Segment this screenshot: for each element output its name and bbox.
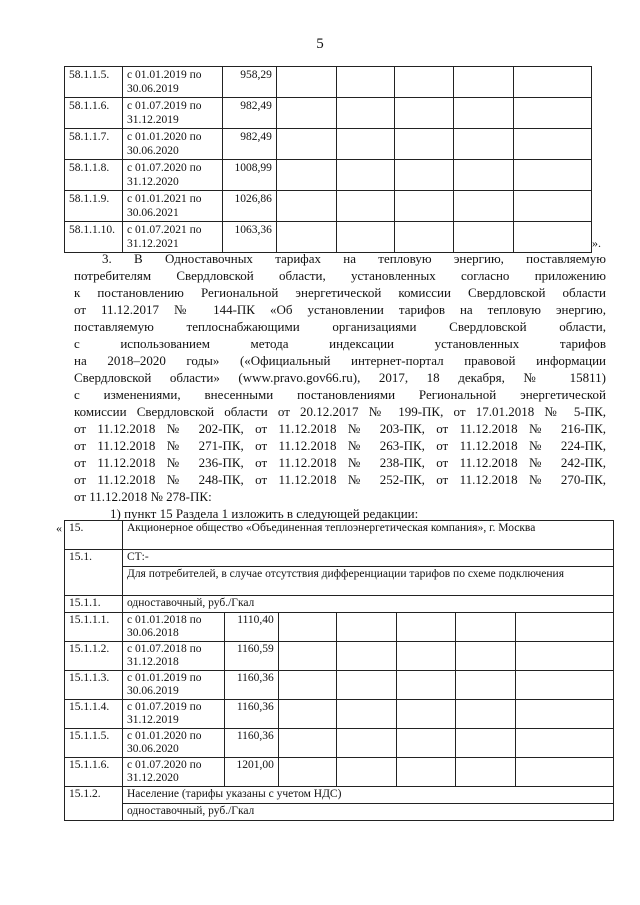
empty-cell bbox=[514, 129, 592, 160]
org-header-row bbox=[65, 521, 614, 550]
table-row bbox=[65, 729, 614, 758]
empty-cell bbox=[454, 160, 514, 191]
paragraph-line: Свердловской области» (www.pravo.gov66.ru), 2017, 18 декабря, № 15811) bbox=[74, 370, 606, 385]
empty-cell bbox=[394, 67, 454, 98]
period-cell: с 01.01.2018 по 30.06.2018 bbox=[122, 613, 224, 642]
period-cell: с 01.07.2020 по 31.12.2020 bbox=[122, 160, 222, 191]
empty-cell bbox=[394, 160, 454, 191]
table-row bbox=[65, 67, 592, 98]
value-cell: 1110,40 bbox=[224, 613, 278, 642]
empty-cell bbox=[514, 160, 592, 191]
row-code: 15. bbox=[65, 521, 123, 550]
row-code: 15.1. bbox=[65, 550, 123, 596]
paragraph-line: с использованием метода индексации установленных тарифов bbox=[74, 336, 606, 351]
empty-cell bbox=[336, 191, 394, 222]
empty-cell bbox=[394, 129, 454, 160]
empty-cell bbox=[276, 222, 336, 253]
empty-cell bbox=[456, 613, 516, 642]
empty-cell bbox=[396, 671, 456, 700]
closing-quote: ». bbox=[592, 236, 601, 250]
value-cell: 958,29 bbox=[222, 67, 276, 98]
empty-cell bbox=[454, 222, 514, 253]
period-cell: с 01.01.2021 по 30.06.2021 bbox=[122, 191, 222, 222]
empty-cell bbox=[276, 191, 336, 222]
empty-cell bbox=[336, 129, 394, 160]
row-code: 15.1.1. bbox=[65, 596, 123, 613]
period-cell: с 01.01.2019 по 30.06.2019 bbox=[122, 671, 224, 700]
row-code: 58.1.1.6. bbox=[65, 98, 123, 129]
period-cell: с 01.01.2019 по 30.06.2019 bbox=[122, 67, 222, 98]
table-row bbox=[65, 758, 614, 787]
empty-cell bbox=[394, 98, 454, 129]
paragraph-line: потребителям Свердловской области, установленных согласно приложению bbox=[74, 268, 606, 283]
row-code: 58.1.1.9. bbox=[65, 191, 123, 222]
empty-cell bbox=[278, 700, 336, 729]
empty-cell bbox=[516, 642, 614, 671]
row-code: 15.1.1.6. bbox=[65, 758, 123, 787]
paragraph-line: от 11.12.2018 № 202-ПК, от 11.12.2018 № 203-ПК, от 11.12.2018 № 216-ПК, bbox=[74, 421, 606, 436]
empty-cell bbox=[336, 160, 394, 191]
empty-cell bbox=[516, 671, 614, 700]
paragraph-line: от 11.12.2018 № 236-ПК, от 11.12.2018 № 238-ПК, от 11.12.2018 № 242-ПК, bbox=[74, 455, 606, 470]
paragraph-line: поставляемую теплоснабжающими организациями Свердловской области, bbox=[74, 319, 606, 334]
empty-cell bbox=[454, 191, 514, 222]
empty-cell bbox=[514, 67, 592, 98]
value-cell: 982,49 bbox=[222, 129, 276, 160]
table-row bbox=[65, 671, 614, 700]
empty-cell bbox=[336, 758, 396, 787]
value-cell: 1063,36 bbox=[222, 222, 276, 253]
table-row bbox=[65, 98, 592, 129]
empty-cell bbox=[456, 758, 516, 787]
value-cell: 982,49 bbox=[222, 98, 276, 129]
period-cell: с 01.07.2020 по 31.12.2020 bbox=[122, 758, 224, 787]
consumers-label: Для потребителей, в случае отсутствия дифференциации тарифов по схеме подключения bbox=[122, 567, 613, 596]
value-cell: 1160,59 bbox=[224, 642, 278, 671]
row-code: 15.1.2. bbox=[65, 787, 123, 821]
empty-cell bbox=[394, 191, 454, 222]
empty-cell bbox=[278, 671, 336, 700]
empty-cell bbox=[276, 129, 336, 160]
period-cell: с 01.01.2020 по 30.06.2020 bbox=[122, 729, 224, 758]
empty-cell bbox=[276, 67, 336, 98]
ct-label: СТ:- bbox=[122, 550, 613, 567]
tariff-table-continuation bbox=[64, 66, 592, 253]
table-row bbox=[65, 160, 592, 191]
paragraph-line: от 11.12.2017 № 144-ПК «Об установлении тарифов на тепловую энергию, bbox=[74, 302, 606, 317]
empty-cell bbox=[456, 729, 516, 758]
row-code: 15.1.1.5. bbox=[65, 729, 123, 758]
empty-cell bbox=[456, 700, 516, 729]
org-name: Акционерное общество «Объединенная теплоэнергетическая компания», г. Москва bbox=[122, 521, 613, 550]
population-row bbox=[65, 787, 614, 804]
value-cell: 1160,36 bbox=[224, 729, 278, 758]
row-code: 15.1.1.4. bbox=[65, 700, 123, 729]
population-label: Население (тарифы указаны с учетом НДС) bbox=[122, 787, 613, 804]
empty-cell bbox=[516, 613, 614, 642]
table-row bbox=[65, 700, 614, 729]
paragraph-line: с изменениями, внесенными постановлениями Региональной энергетической bbox=[74, 387, 606, 402]
empty-cell bbox=[396, 700, 456, 729]
paragraph-line: от 11.12.2018 № 271-ПК, от 11.12.2018 № 263-ПК, от 11.12.2018 № 224-ПК, bbox=[74, 438, 606, 453]
empty-cell bbox=[336, 67, 394, 98]
row-code: 15.1.1.2. bbox=[65, 642, 123, 671]
empty-cell bbox=[514, 191, 592, 222]
empty-cell bbox=[456, 671, 516, 700]
empty-cell bbox=[396, 642, 456, 671]
empty-cell bbox=[394, 222, 454, 253]
row-code: 15.1.1.3. bbox=[65, 671, 123, 700]
value-cell: 1201,00 bbox=[224, 758, 278, 787]
paragraph-line: от 11.12.2018 № 278-ПК: bbox=[74, 489, 212, 504]
empty-cell bbox=[396, 758, 456, 787]
period-cell: с 01.07.2018 по 31.12.2018 bbox=[122, 642, 224, 671]
period-cell: с 01.07.2019 по 31.12.2019 bbox=[122, 700, 224, 729]
table-row bbox=[65, 642, 614, 671]
table-row bbox=[65, 129, 592, 160]
empty-cell bbox=[516, 729, 614, 758]
ct-row bbox=[65, 550, 614, 567]
row-code: 15.1.1.1. bbox=[65, 613, 123, 642]
paragraph-3 bbox=[74, 250, 606, 505]
empty-cell bbox=[336, 671, 396, 700]
table-row bbox=[65, 613, 614, 642]
empty-cell bbox=[276, 98, 336, 129]
row-code: 58.1.1.8. bbox=[65, 160, 123, 191]
empty-cell bbox=[278, 642, 336, 671]
empty-cell bbox=[278, 613, 336, 642]
value-cell: 1160,36 bbox=[224, 700, 278, 729]
value-cell: 1026,86 bbox=[222, 191, 276, 222]
empty-cell bbox=[516, 758, 614, 787]
period-cell: с 01.07.2021 по 31.12.2021 bbox=[122, 222, 222, 253]
period-cell: с 01.01.2020 по 30.06.2020 bbox=[122, 129, 222, 160]
empty-cell bbox=[514, 98, 592, 129]
empty-cell bbox=[454, 98, 514, 129]
empty-cell bbox=[278, 758, 336, 787]
population-rate-label: одноставочный, руб./Гкал bbox=[122, 804, 613, 821]
empty-cell bbox=[396, 613, 456, 642]
empty-cell bbox=[278, 729, 336, 758]
consumers-row bbox=[65, 567, 614, 596]
paragraph-line: к постановлению Региональной энергетической комиссии Свердловской области bbox=[74, 285, 606, 300]
tariff-table-item-15 bbox=[64, 520, 614, 821]
opening-quote: « bbox=[56, 521, 62, 535]
empty-cell bbox=[336, 613, 396, 642]
row-code: 58.1.1.5. bbox=[65, 67, 123, 98]
subpoint-1-text: 1) пункт 15 Раздела 1 изложить в следующей редакции: bbox=[110, 506, 419, 521]
single-rate-row bbox=[65, 596, 614, 613]
paragraph-line: от 11.12.2018 № 248-ПК, от 11.12.2018 № 252-ПК, от 11.12.2018 № 270-ПК, bbox=[74, 472, 606, 487]
empty-cell bbox=[396, 729, 456, 758]
empty-cell bbox=[336, 729, 396, 758]
empty-cell bbox=[336, 222, 394, 253]
empty-cell bbox=[336, 98, 394, 129]
population-rate-row bbox=[65, 804, 614, 821]
paragraph-line: 3. В Одноставочных тарифах на тепловую энергию, поставляемую bbox=[102, 251, 606, 266]
single-rate-label: одноставочный, руб./Гкал bbox=[122, 596, 613, 613]
period-cell: с 01.07.2019 по 31.12.2019 bbox=[122, 98, 222, 129]
empty-cell bbox=[336, 700, 396, 729]
table-row bbox=[65, 222, 592, 253]
row-code: 58.1.1.10. bbox=[65, 222, 123, 253]
empty-cell bbox=[276, 160, 336, 191]
empty-cell bbox=[336, 642, 396, 671]
paragraph-line: комиссии Свердловской области от 20.12.2017 № 199-ПК, от 17.01.2018 № 5-ПК, bbox=[74, 404, 606, 419]
value-cell: 1160,36 bbox=[224, 671, 278, 700]
empty-cell bbox=[454, 129, 514, 160]
row-code: 58.1.1.7. bbox=[65, 129, 123, 160]
empty-cell bbox=[456, 642, 516, 671]
empty-cell bbox=[516, 700, 614, 729]
page-number: 5 bbox=[316, 36, 324, 52]
empty-cell bbox=[514, 222, 592, 253]
value-cell: 1008,99 bbox=[222, 160, 276, 191]
paragraph-line: на 2018–2020 годы» («Официальный интернет-портал правовой информации bbox=[74, 353, 606, 368]
empty-cell bbox=[454, 67, 514, 98]
table-row bbox=[65, 191, 592, 222]
